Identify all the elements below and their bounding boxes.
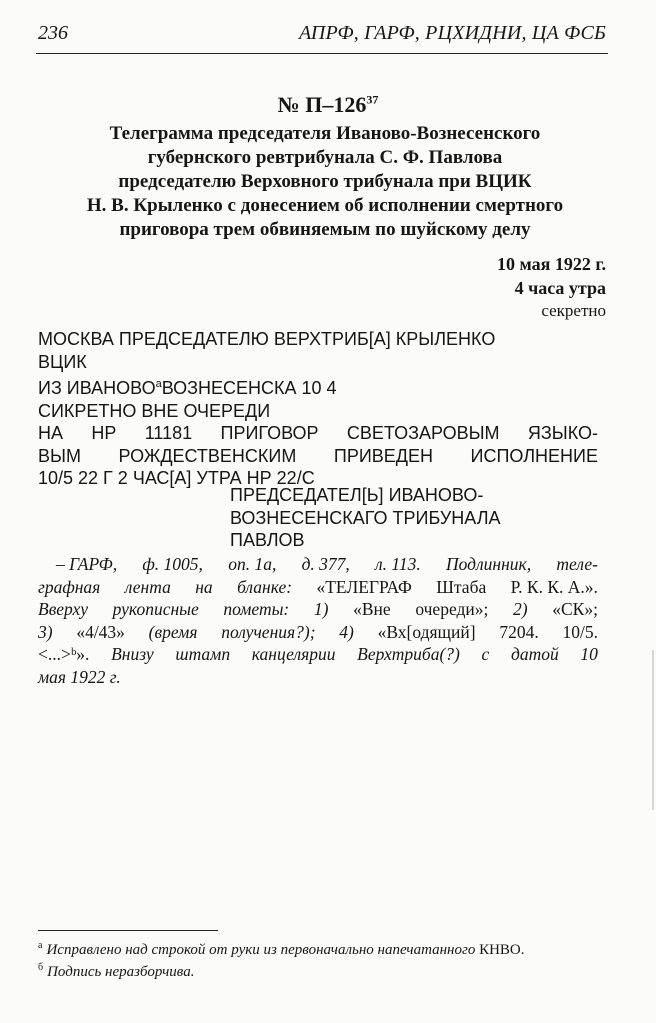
word: 10/5.	[562, 621, 598, 642]
word: л. 113.	[375, 554, 421, 574]
document-date	[497, 252, 606, 300]
word: 7204.	[499, 621, 539, 642]
document-number-text: № П–126	[277, 92, 367, 117]
word: бланке:	[237, 576, 293, 597]
word: (время	[148, 621, 198, 642]
signature-line: ВОЗНЕСЕНСКАГО ТРИБУНАЛА	[230, 507, 501, 528]
word: Подлинник,	[446, 554, 532, 574]
footnote-text: Исправлено над строкой от руки из первоначально напечатанного	[46, 942, 476, 958]
date-line: 10 мая 1922 г.	[496, 254, 606, 274]
word: «ТЕЛЕГРАФ	[316, 576, 412, 597]
word: на	[195, 576, 213, 597]
running-title: АПРФ, ГАРФ, РЦХИДНИ, ЦА ФСБ	[299, 22, 606, 44]
classification-label: секретно	[541, 301, 606, 320]
time-line: 4 часа утра	[514, 278, 606, 298]
telegram-line: 10/5 22 Г 2 ЧАС[А] УТРА НР 22/С	[38, 468, 315, 488]
word: 3)	[38, 621, 53, 642]
telegram-fragment: ВОЗНЕСЕНСКА 10 4	[161, 378, 337, 398]
word: датой	[511, 644, 559, 664]
source-note	[38, 553, 598, 688]
page-number: 236	[38, 22, 68, 44]
word: графная	[38, 576, 101, 597]
scan-gutter-shadow	[646, 650, 654, 810]
telegram-text	[38, 328, 598, 490]
footnote-mark: а	[38, 940, 43, 951]
word: Верхтриба(?)	[357, 644, 460, 664]
word: лента	[124, 576, 171, 597]
document-number	[0, 92, 656, 118]
telegram-line: МОСКВА ПРЕДСЕДАТЕЛЮ ВЕРХТРИБ[А] КРЫЛЕНКО	[38, 329, 496, 349]
word: Р. К. К. А.».	[510, 576, 598, 597]
word: «Вне	[353, 599, 391, 619]
word: <...>ᵇ».	[38, 644, 90, 664]
word: штамп	[175, 644, 231, 664]
header-rule	[36, 53, 608, 54]
title-line: Телеграмма председателя Иваново-Вознесенского	[109, 123, 541, 144]
telegram-line: СИКРЕТНО ВНЕ ОЧЕРЕДИ	[38, 400, 271, 421]
signature-line: ПРЕДСЕДАТЕЛ[Ь] ИВАНОВО-	[230, 485, 484, 505]
word: Штаба	[436, 576, 487, 597]
title-line: губернского ревтрибунала С. Ф. Павлова	[147, 147, 503, 168]
word: д. 377,	[301, 554, 350, 574]
word: с	[481, 644, 490, 664]
source-line	[38, 643, 598, 666]
document-number-note: 37	[366, 92, 379, 107]
word: «СК»;	[552, 599, 598, 619]
source-line	[38, 621, 598, 644]
word: рукописные	[112, 599, 199, 619]
signature-line: ПАВЛОВ	[230, 530, 305, 550]
word: – ГАРФ,	[56, 554, 118, 574]
word: получения?);	[221, 621, 316, 642]
footnote	[38, 936, 525, 960]
source-line	[38, 576, 598, 599]
word: 10	[580, 644, 598, 664]
word: ЯЗЫКО-	[527, 423, 598, 443]
source-line	[38, 598, 598, 621]
word: НР	[91, 423, 117, 443]
word: «Вх[одящий]	[377, 621, 476, 642]
word: оп. 1а,	[228, 554, 277, 574]
footnote-mark: б	[38, 962, 44, 973]
word: РОЖДЕСТВЕНСКИМ	[118, 445, 297, 466]
footnote-rule	[38, 930, 218, 931]
footnote-upright: КНВО.	[479, 942, 525, 958]
word: 11181	[144, 423, 193, 443]
word: 1)	[313, 599, 329, 619]
telegram-signature	[230, 484, 501, 552]
title-line: председателю Верховного трибунала при ВЦИК	[118, 171, 532, 192]
word: канцелярии	[251, 644, 336, 664]
word: Внизу	[111, 644, 154, 664]
word: НА	[38, 423, 64, 443]
word: ИСПОЛНЕНИЕ	[470, 445, 598, 466]
telegram-fragment: ИЗ ИВАНОВО	[38, 378, 156, 398]
telegram-line-justified	[38, 445, 598, 468]
word: ВЫМ	[38, 445, 81, 466]
word: ПРИВЕДЕН	[333, 445, 433, 466]
telegram-line	[38, 373, 598, 400]
word: теле-	[556, 554, 598, 574]
word: 2)	[513, 599, 528, 619]
footnote-ref-a: а	[155, 378, 162, 390]
telegram-line: ВЦИК	[38, 351, 87, 372]
source-line	[38, 553, 598, 576]
source-line: мая 1922 г.	[38, 666, 121, 687]
word: СВЕТОЗАРОВЫМ	[346, 423, 500, 443]
word: «4/43»	[76, 621, 125, 642]
word: 4)	[339, 621, 354, 642]
word: ф. 1005,	[142, 554, 203, 574]
document-title	[60, 122, 590, 242]
word: ПРИГОВОР	[220, 423, 319, 443]
footnote-text: Подпись неразборчива.	[47, 964, 195, 980]
title-line: приговора трем обвиняемым по шуйскому делу	[119, 219, 531, 240]
word: очереди»;	[415, 599, 489, 619]
word: пометы:	[223, 599, 290, 619]
word: Вверху	[38, 599, 88, 619]
telegram-line-justified	[38, 422, 598, 445]
title-line: Н. В. Крыленко с донесением об исполнении смертного	[86, 195, 564, 216]
footnote	[38, 958, 194, 982]
